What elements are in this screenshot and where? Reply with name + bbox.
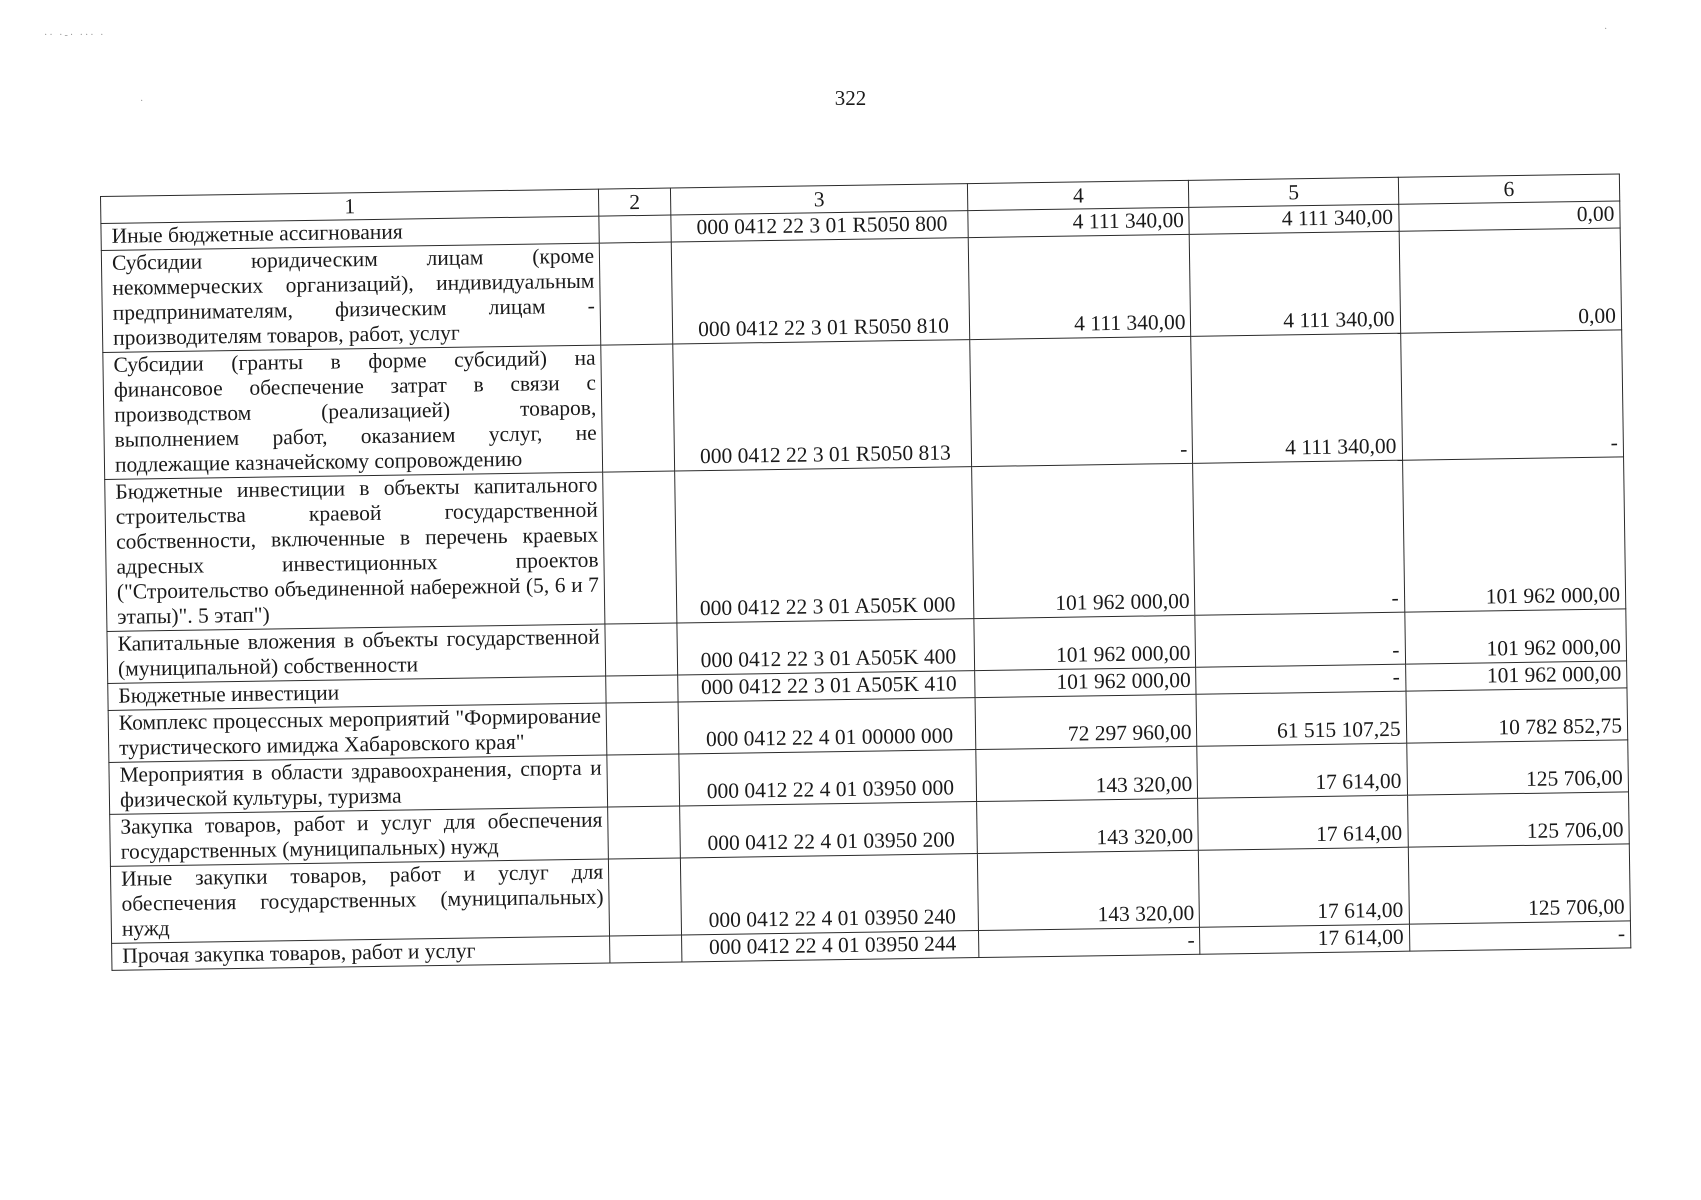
row-col5-value: - [1195,612,1405,667]
row-col5-value: 4 111 340,00 [1189,204,1398,234]
column-header: 6 [1398,174,1620,204]
row-col2 [599,242,672,345]
row-col4-value: 101 962 000,00 [974,615,1196,670]
row-col5-value: 4 111 340,00 [1191,333,1402,463]
row-code: 000 0412 22 3 01 R5050 810 [671,238,970,344]
row-col5-value: 4 111 340,00 [1190,231,1401,336]
row-col6-value: - [1409,921,1631,951]
column-header: 5 [1189,177,1398,207]
column-header: 4 [968,180,1190,210]
table-row [103,330,1624,480]
column-header: 1 [101,189,599,223]
row-code: 000 0412 22 3 01 A505K 410 [678,671,976,702]
budget-table [100,173,1631,970]
scan-speck: · [140,96,146,107]
row-col2 [610,935,682,963]
row-col6-value: 0,00 [1398,201,1620,231]
table-row [105,457,1626,632]
row-code: 000 0412 22 4 01 03950 000 [679,750,977,806]
row-code: 000 0412 22 3 01 A505K 400 [677,619,975,675]
row-col4-value: 4 111 340,00 [968,234,1191,339]
row-name: Бюджетные инвестиции в объекты капитального строительства краевой государственной собственности, включенные в перечень краевых адресных инвестиционных проектов ("Строительство объединенной набережной (5, 6 и 7 этапы)". 5 этап") [105,472,605,631]
row-col2 [603,471,677,624]
row-name: Прочая закупка товаров, работ и услуг [112,936,610,970]
row-code: 000 0412 22 4 01 03950 200 [679,802,977,858]
row-name: Субсидии (гранты в форме субсидий) на финансовое обеспечение затрат в связи с производством (реализацией) товаров, выполнением работ, оказанием услуг, не подлежащие казначейскому сопровождению [103,345,603,479]
row-code: 000 0412 22 3 01 R5050 800 [671,211,969,242]
scan-speck: ·· ·-· ··· · [44,30,106,41]
row-col2 [609,858,682,936]
row-col5-value: - [1196,664,1405,694]
row-col6-value: 10 782 852,75 [1406,688,1628,743]
row-col6-value: 101 962 000,00 [1405,661,1627,691]
row-name: Комплекс процессных мероприятий "Формирование туристического имиджа Хабаровского края" [108,703,607,762]
row-name: Иные закупки товаров, работ и услуг для обеспечения государственных (муниципальных) нужд [110,859,609,943]
row-name: Мероприятия в области здравоохранения, спорта и физической культуры, туризма [109,755,608,814]
row-col4-value: 143 320,00 [977,850,1200,930]
row-col6-value: 125 706,00 [1406,740,1628,795]
row-col4-value: - [970,336,1193,466]
row-name: Бюджетные инвестиции [108,676,606,710]
row-col4-value: 4 111 340,00 [968,207,1190,237]
row-col2 [599,215,671,243]
row-col5-value: - [1193,460,1404,615]
scan-speck: · [1604,24,1610,35]
row-col5-value: 17 614,00 [1198,795,1408,850]
row-col4-value: 143 320,00 [977,798,1199,853]
row-col4-value: 72 297 960,00 [975,694,1197,749]
row-col4-value: 101 962 000,00 [972,463,1196,618]
row-col5-value: 17 614,00 [1199,847,1409,927]
row-name: Капитальные вложения в объекты государственной (муниципальной) собственности [107,624,606,683]
row-col6-value: 101 962 000,00 [1402,457,1626,612]
row-name: Закупка товаров, работ и услуг для обеспечения государственных (муниципальных) нужд [110,807,609,866]
row-col2 [606,675,678,703]
row-col5-value: 17 614,00 [1197,743,1407,798]
row-code: 000 0412 22 4 01 03950 244 [681,931,979,962]
row-col5-value: 17 614,00 [1200,924,1409,954]
row-col2 [607,754,679,807]
row-col6-value: 101 962 000,00 [1404,609,1626,664]
row-col4-value: 101 962 000,00 [975,667,1197,697]
row-code: 000 0412 22 3 01 A505K 000 [675,467,974,623]
row-col6-value: 125 706,00 [1407,792,1629,847]
budget-table-sheet [100,173,1631,970]
row-code: 000 0412 22 4 01 03950 240 [680,854,978,935]
row-col2 [601,344,675,472]
row-name: Субсидии юридическим лицам (кроме некоммерческих организаций), индивидуальным предпринимателям, физическим лицам - производителям товаров, работ, услуг [101,243,601,352]
row-col6-value: 125 706,00 [1408,844,1631,924]
row-col6-value: - [1400,330,1623,460]
row-col4-value: - [979,927,1201,957]
column-header: 3 [670,184,968,215]
column-header: 2 [599,188,671,216]
row-col2 [606,702,678,755]
row-code: 000 0412 22 3 01 R5050 813 [673,340,972,471]
row-col4-value: 143 320,00 [976,746,1198,801]
row-col6-value: 0,00 [1399,228,1622,333]
page-number: 322 [834,86,867,110]
row-col2 [605,623,677,676]
row-code: 000 0412 22 4 01 00000 000 [678,698,976,754]
row-col5-value: 61 515 107,25 [1196,691,1406,746]
row-col2 [608,806,680,859]
row-name: Иные бюджетные ассигнования [101,216,599,250]
